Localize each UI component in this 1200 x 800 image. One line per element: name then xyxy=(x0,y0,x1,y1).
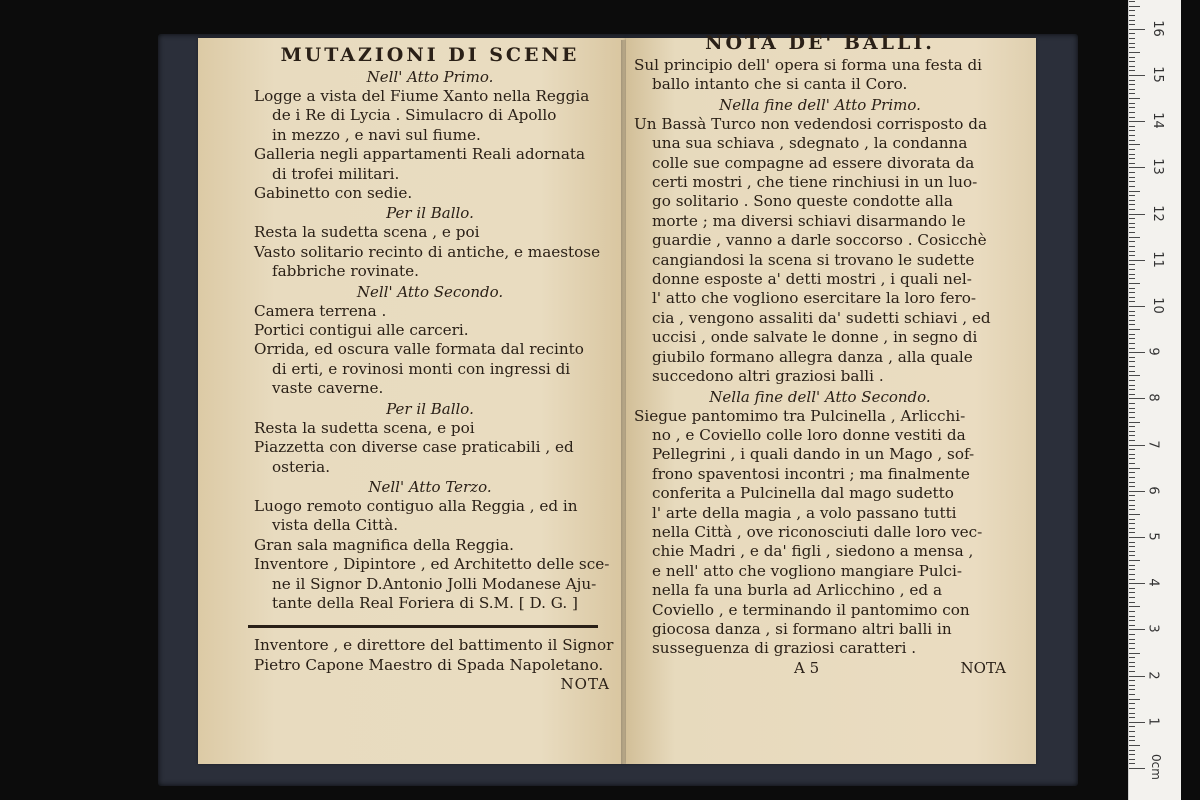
ruler-number: 13 xyxy=(1149,158,1165,176)
ruler-tick xyxy=(1129,98,1140,99)
ruler-tick xyxy=(1129,80,1135,81)
ruler-tick xyxy=(1129,103,1135,104)
text-line: l' atto che vogliono esercitare la loro fero- xyxy=(652,289,976,308)
text-line: chie Madri , e da' figli , siedono a mensa , xyxy=(652,542,974,561)
ruler-tick xyxy=(1129,555,1135,556)
text-line: Vasto solitario recinto di antiche, e maestose xyxy=(254,242,601,261)
ruler-tick xyxy=(1129,426,1135,427)
ruler-tick xyxy=(1129,278,1135,279)
text-line: ne il Signor D.Antonio Jolli Modanese Aju- xyxy=(272,574,597,593)
ruler-tick xyxy=(1129,676,1145,677)
ruler-tick xyxy=(1129,237,1140,238)
text-line: conferita a Pulcinella dal mago sudetto xyxy=(652,484,954,503)
ruler-tick xyxy=(1129,597,1135,598)
ruler-tick xyxy=(1129,768,1145,769)
left-page xyxy=(198,38,626,764)
ruler-tick xyxy=(1129,117,1135,118)
right-page-title: NOTA DE' BALLI. xyxy=(705,32,935,54)
ruler-tick xyxy=(1129,324,1135,325)
ruler-tick xyxy=(1129,264,1135,265)
ruler-tick xyxy=(1129,43,1135,44)
footer-line: Pietro Capone Maestro di Spada Napoletano. xyxy=(254,655,604,674)
ruler-tick xyxy=(1129,542,1135,543)
ruler-tick xyxy=(1129,616,1135,617)
ruler-tick xyxy=(1129,10,1135,11)
ruler-tick xyxy=(1129,625,1135,626)
ruler-tick xyxy=(1129,112,1135,113)
text-line: nella fa una burla ad Arlicchino , ed a xyxy=(652,581,943,600)
text-line: Resta la sudetta scena , e poi xyxy=(254,223,480,242)
ruler-tick xyxy=(1129,315,1135,316)
ruler-tick xyxy=(1129,458,1135,459)
ruler-tick xyxy=(1129,537,1145,538)
horizontal-rule xyxy=(248,625,598,628)
ruler-tick xyxy=(1129,657,1135,658)
ruler-tick xyxy=(1129,177,1135,178)
ruler-tick xyxy=(1129,251,1135,252)
ruler-tick xyxy=(1129,463,1135,464)
ruler-tick xyxy=(1129,181,1135,182)
ruler-tick xyxy=(1129,699,1140,700)
ruler-tick xyxy=(1129,29,1145,30)
ruler-number: 10 xyxy=(1149,297,1165,314)
ruler-tick xyxy=(1129,592,1135,593)
ruler-tick xyxy=(1129,569,1135,570)
ruler-tick xyxy=(1129,274,1135,275)
ruler-tick xyxy=(1129,297,1135,298)
ruler-tick xyxy=(1129,588,1135,589)
ruler-tick xyxy=(1129,528,1135,529)
ruler-tick xyxy=(1129,167,1145,168)
text-line: giubilo formano allegra danza , alla quale xyxy=(652,347,973,366)
ruler-tick xyxy=(1129,389,1135,390)
ruler-tick xyxy=(1129,93,1135,94)
ruler-tick xyxy=(1129,311,1135,312)
text-line: l' arte della magia , a volo passano tutti xyxy=(652,503,957,522)
ruler-tick xyxy=(1129,546,1135,547)
ruler-tick xyxy=(1129,482,1135,483)
ruler-tick xyxy=(1129,47,1135,48)
measurement-ruler xyxy=(1128,0,1181,800)
text-line: vaste caverne. xyxy=(272,379,384,398)
ruler-tick xyxy=(1129,523,1135,524)
text-line: susseguenza di graziosi caratteri . xyxy=(652,639,917,658)
ruler-tick xyxy=(1129,66,1135,67)
text-line: cia , vengono assaliti da' sudetti schiavi , ed xyxy=(652,308,991,327)
ruler-tick xyxy=(1129,20,1135,21)
ruler-tick xyxy=(1129,301,1135,302)
ruler-number: 14 xyxy=(1149,112,1165,129)
text-line: succedono altri graziosi balli . xyxy=(652,367,884,386)
text-line: Portici contigui alle carceri. xyxy=(254,321,469,340)
text-line: Piazzetta con diverse case praticabili , ed xyxy=(254,438,574,457)
ruler-tick xyxy=(1129,731,1135,732)
text-line: una sua schiava , sdegnato , la condanna xyxy=(652,134,968,153)
ruler-number: 3 xyxy=(1145,624,1161,634)
ruler-tick xyxy=(1129,163,1135,164)
ruler-tick xyxy=(1129,33,1135,34)
ruler-number: 9 xyxy=(1145,347,1161,356)
text-line: Inventore , Dipintore , ed Architetto delle sce- xyxy=(254,555,610,574)
ruler-tick xyxy=(1129,509,1135,510)
ruler-tick xyxy=(1129,232,1135,233)
ruler-tick xyxy=(1129,269,1135,270)
ruler-tick xyxy=(1129,505,1135,506)
ruler-tick xyxy=(1129,449,1135,450)
ruler-tick xyxy=(1129,255,1135,256)
ruler-tick xyxy=(1129,703,1135,704)
ruler-unit-label: 0cm xyxy=(1148,754,1163,780)
text-line: go solitario . Sono queste condotte alla xyxy=(652,192,953,211)
footer-line: Inventore , e direttore del battimento il Signor xyxy=(254,636,614,655)
ruler-tick xyxy=(1129,329,1140,330)
right-page xyxy=(626,32,1036,764)
text-line: Gran sala magnifica della Reggia. xyxy=(254,535,514,554)
text-line: ballo intanto che si canta il Coro. xyxy=(652,75,908,94)
ruler-number: 2 xyxy=(1145,670,1161,680)
ruler-tick xyxy=(1129,560,1140,561)
ruler-tick xyxy=(1129,680,1135,681)
ruler-tick xyxy=(1129,579,1135,580)
ruler-tick xyxy=(1129,52,1140,53)
text-line: vista della Città. xyxy=(272,516,399,535)
ruler-tick xyxy=(1129,740,1135,741)
text-line: Coviello , e terminando il pantomimo con xyxy=(652,600,970,619)
section-heading: Nell' Atto Secondo. xyxy=(356,282,504,301)
ruler-tick xyxy=(1129,320,1135,321)
ruler-tick xyxy=(1129,611,1135,612)
left-page-title: MUTAZIONI DI SCENE xyxy=(280,44,580,66)
ruler-tick xyxy=(1129,154,1135,155)
text-line: colle sue compagne ad essere divorata da xyxy=(652,153,975,172)
text-line: certi mostri , che tiene rinchiusi in un luo- xyxy=(652,173,978,192)
ruler-number: 8 xyxy=(1145,393,1161,403)
section-heading: Per il Ballo. xyxy=(386,399,474,418)
ruler-tick xyxy=(1129,144,1140,145)
ruler-tick xyxy=(1129,713,1135,714)
ruler-tick xyxy=(1129,472,1135,473)
ruler-tick xyxy=(1129,666,1135,667)
ruler-tick xyxy=(1129,172,1135,173)
section-heading: Nell' Atto Primo. xyxy=(366,68,494,86)
ruler-tick xyxy=(1129,204,1135,205)
ruler-number: 16 xyxy=(1149,20,1165,37)
ruler-tick xyxy=(1129,689,1135,690)
ruler-tick xyxy=(1129,75,1145,76)
ruler-tick xyxy=(1129,551,1135,552)
ruler-tick xyxy=(1129,348,1135,349)
ruler-tick xyxy=(1129,491,1145,492)
ruler-tick xyxy=(1129,495,1135,496)
ruler-tick xyxy=(1129,394,1135,395)
ruler-tick xyxy=(1129,306,1145,307)
text-line: cangiandosi la scena si trovano le sudette xyxy=(652,250,975,269)
ruler-number: 5 xyxy=(1145,532,1161,541)
ruler-tick xyxy=(1129,440,1135,441)
ruler-tick xyxy=(1129,361,1135,362)
ruler-tick xyxy=(1129,726,1135,727)
ruler-tick xyxy=(1129,583,1145,584)
ruler-tick xyxy=(1129,38,1135,39)
ruler-tick xyxy=(1129,685,1135,686)
ruler-tick xyxy=(1129,366,1135,367)
text-line: osteria. xyxy=(272,457,331,476)
signature-mark: A 5 xyxy=(794,658,820,677)
ruler-tick xyxy=(1129,708,1135,709)
ruler-tick xyxy=(1129,292,1135,293)
ruler-tick xyxy=(1129,334,1135,335)
section-heading: Nell' Atto Terzo. xyxy=(368,477,492,496)
ruler-tick xyxy=(1129,15,1135,16)
ruler-tick xyxy=(1129,218,1135,219)
ruler-number: 12 xyxy=(1149,204,1165,222)
text-line: uccisi , onde salvate le donne , in segno di xyxy=(652,328,978,347)
ruler-tick xyxy=(1129,639,1135,640)
ruler-tick xyxy=(1129,352,1145,353)
section-heading: Nella fine dell' Atto Secondo. xyxy=(709,387,931,406)
ruler-tick xyxy=(1129,191,1140,192)
ruler-number: 7 xyxy=(1145,439,1161,449)
ruler-tick xyxy=(1129,403,1135,404)
ruler-number: 4 xyxy=(1145,578,1161,587)
ruler-tick xyxy=(1129,468,1140,469)
text-line: in mezzo , e navi sul fiume. xyxy=(272,125,481,144)
text-line: Orrida, ed oscura valle formata dal recinto xyxy=(254,340,584,359)
ruler-tick xyxy=(1129,653,1140,654)
text-line: donne esposte a' detti mostri , i quali nel- xyxy=(652,270,972,289)
ruler-tick xyxy=(1129,629,1145,630)
text-line: Siegue pantomimo tra Pulcinella , Arlicchi- xyxy=(634,406,966,425)
ruler-tick xyxy=(1129,620,1135,621)
text-line: Un Bassà Turco non vedendosi corrisposto da xyxy=(634,114,988,133)
text-line: Galleria negli appartamenti Reali adornata xyxy=(254,145,586,164)
page-signature-row xyxy=(634,659,1006,677)
ruler-tick xyxy=(1129,195,1135,196)
text-line: e nell' atto che vogliono mangiare Pulci- xyxy=(652,561,962,580)
ruler-tick xyxy=(1129,343,1135,344)
text-line: no , e Coviello colle loro donne vestiti da xyxy=(652,425,966,444)
ruler-tick xyxy=(1129,6,1140,7)
ruler-tick xyxy=(1129,408,1135,409)
ruler-tick xyxy=(1129,745,1140,746)
ruler-tick xyxy=(1129,214,1145,215)
ruler-tick xyxy=(1129,260,1145,261)
ruler-tick xyxy=(1129,754,1135,755)
ruler-tick xyxy=(1129,750,1135,751)
ruler-tick xyxy=(1129,602,1135,603)
ruler-tick xyxy=(1129,717,1135,718)
ruler-tick xyxy=(1129,140,1135,141)
ruler-tick xyxy=(1129,694,1135,695)
text-line: Resta la sudetta scena, e poi xyxy=(254,418,475,437)
text-line: morte ; ma diversi schiavi disarmando le xyxy=(652,211,966,230)
ruler-number: 11 xyxy=(1149,251,1165,268)
ruler-tick xyxy=(1129,643,1135,644)
ruler-tick xyxy=(1129,158,1135,159)
ruler-tick xyxy=(1129,385,1135,386)
ruler-tick xyxy=(1129,288,1135,289)
ruler-tick xyxy=(1129,759,1135,760)
ruler-tick xyxy=(1129,209,1135,210)
text-line: Gabinetto con sedie. xyxy=(254,184,413,203)
ruler-tick xyxy=(1129,519,1135,520)
ruler-tick xyxy=(1129,227,1135,228)
catchword: NOTA xyxy=(560,675,610,694)
text-line: Sul principio dell' opera si forma una festa di xyxy=(634,56,983,74)
text-line: Logge a vista del Fiume Xanto nella Reggia xyxy=(254,87,590,105)
text-line: fabbriche rovinate. xyxy=(272,262,419,281)
catchword: NOTA xyxy=(960,658,1006,677)
ruler-tick xyxy=(1129,357,1135,358)
ruler-tick xyxy=(1129,200,1135,201)
ruler-tick xyxy=(1129,241,1135,242)
ruler-tick xyxy=(1129,565,1135,566)
ruler-tick xyxy=(1129,435,1135,436)
ruler-tick xyxy=(1129,186,1135,187)
text-line: frono spaventosi incontri ; ma finalmente xyxy=(652,464,970,483)
ruler-tick xyxy=(1129,1,1135,2)
ruler-tick xyxy=(1129,246,1135,247)
ruler-tick xyxy=(1129,662,1135,663)
ruler-number: 1 xyxy=(1145,717,1161,726)
ruler-tick xyxy=(1129,380,1135,381)
ruler-tick xyxy=(1129,500,1135,501)
ruler-tick xyxy=(1129,338,1135,339)
ruler-tick xyxy=(1129,70,1135,71)
ruler-tick xyxy=(1129,149,1135,150)
text-line: giocosa danza , si formano altri balli in xyxy=(652,619,952,638)
text-line: guardie , vanno a darle soccorso . Cosicchè xyxy=(652,231,987,250)
ruler-tick xyxy=(1129,445,1145,446)
text-line: di trofei militari. xyxy=(272,164,400,183)
ruler-tick xyxy=(1129,135,1135,136)
ruler-tick xyxy=(1129,398,1145,399)
ruler-tick xyxy=(1129,130,1135,131)
section-heading: Per il Ballo. xyxy=(386,204,474,223)
ruler-tick xyxy=(1129,375,1140,376)
ruler-tick xyxy=(1129,24,1135,25)
ruler-tick xyxy=(1129,223,1135,224)
ruler-number: 6 xyxy=(1145,486,1161,495)
ruler-tick xyxy=(1129,84,1135,85)
ruler-tick xyxy=(1129,514,1140,515)
text-line: nella Città , ove riconosciuti dalle loro vec- xyxy=(652,522,983,541)
ruler-tick xyxy=(1129,671,1135,672)
text-line: Luogo remoto contiguo alla Reggia , ed in xyxy=(254,496,578,515)
section-heading: Nella fine dell' Atto Primo. xyxy=(719,95,921,114)
ruler-tick xyxy=(1129,634,1135,635)
text-line: de i Re di Lycia . Simulacro di Apollo xyxy=(272,106,557,125)
ruler-tick xyxy=(1129,107,1135,108)
ruler-tick xyxy=(1129,763,1135,764)
ruler-tick xyxy=(1129,371,1135,372)
ruler-tick xyxy=(1129,454,1135,455)
ruler-tick xyxy=(1129,477,1135,478)
ruler-tick xyxy=(1129,532,1135,533)
ruler-tick xyxy=(1129,422,1140,423)
ruler-tick xyxy=(1129,57,1135,58)
ruler-tick xyxy=(1129,61,1135,62)
ruler-tick xyxy=(1129,431,1135,432)
ruler-tick xyxy=(1129,121,1145,122)
ruler-tick xyxy=(1129,736,1135,737)
ruler-tick xyxy=(1129,412,1135,413)
ruler-tick xyxy=(1129,283,1140,284)
text-line: Pellegrini , i quali dando in un Mago , sof- xyxy=(652,445,975,464)
ruler-tick xyxy=(1129,126,1135,127)
ruler-tick xyxy=(1129,417,1135,418)
ruler-tick xyxy=(1129,574,1135,575)
ruler-tick xyxy=(1129,89,1135,90)
text-line: di erti, e rovinosi monti con ingressi di xyxy=(272,359,571,378)
text-line: tante della Real Foriera di S.M. [ D. G. ] xyxy=(272,593,578,612)
ruler-tick xyxy=(1129,722,1145,723)
ruler-tick xyxy=(1129,648,1135,649)
ruler-number: 15 xyxy=(1149,66,1165,83)
text-line: Camera terrena . xyxy=(254,301,387,320)
ruler-tick xyxy=(1129,486,1135,487)
ruler-tick xyxy=(1129,606,1140,607)
